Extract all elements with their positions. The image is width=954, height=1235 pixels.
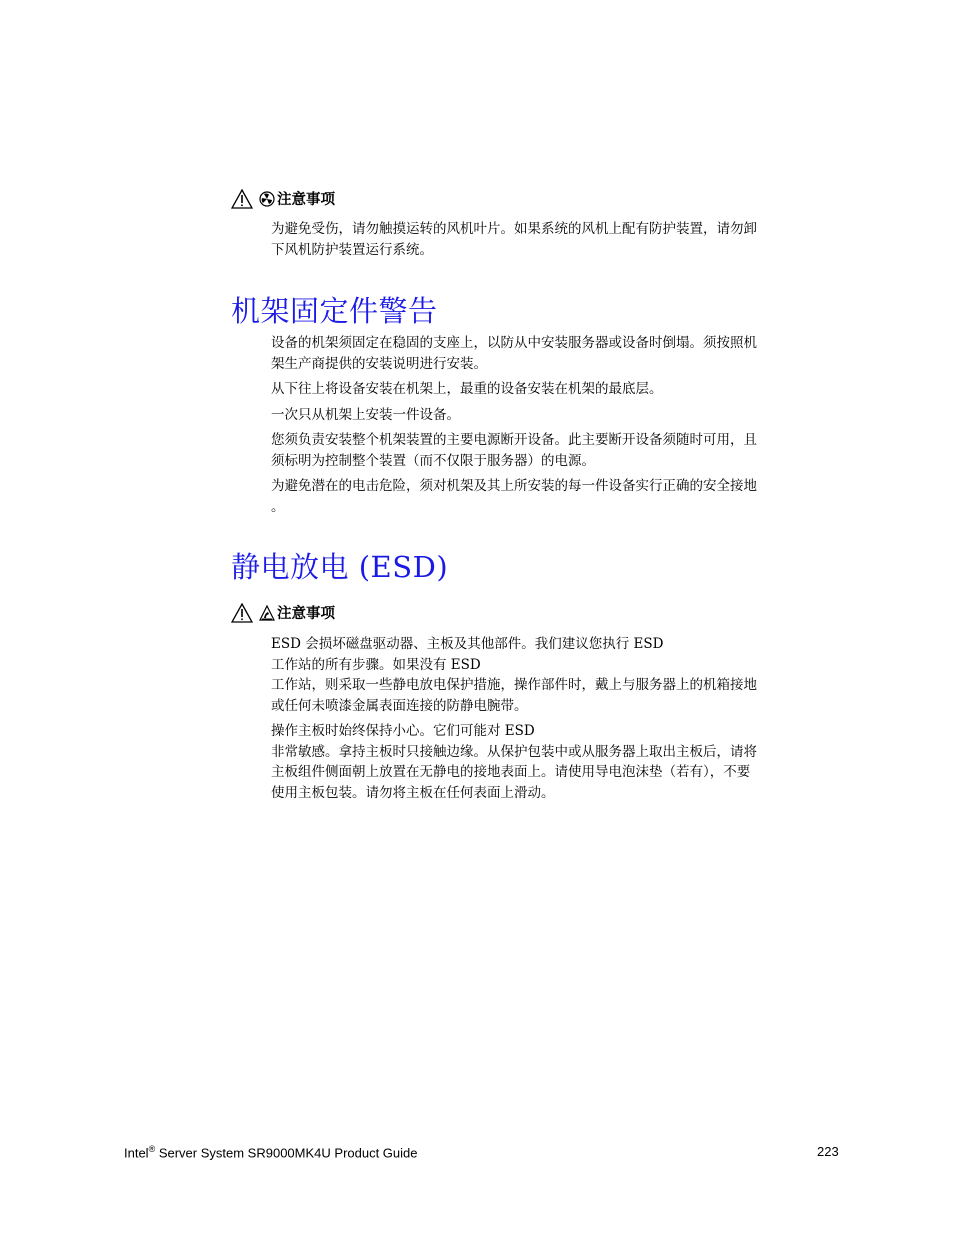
text-line: 架生产商提供的安装说明进行安装。 (271, 355, 487, 372)
caution-header-esd (231, 602, 335, 623)
text-line: 为避免潜在的电击危险，须对机架及其上所安装的每一件设备实行正确的安全接地 (271, 478, 757, 494)
text-line: 操作主板时始终保持小心。它们可能对 ESD (271, 723, 535, 739)
text-line: 。 (271, 498, 285, 515)
paragraph (271, 721, 829, 803)
text-line: 为避免受伤，请勿触摸运转的风机叶片。如果系统的风机上配有防护装置，请勿卸 (271, 221, 757, 237)
footer-text: Server System SR9000MK4U Product Guide (155, 1145, 418, 1161)
text-line: 工作站的所有步骤。如果没有 ESD (271, 656, 481, 673)
paragraph (271, 430, 829, 471)
caution-header-fan (231, 188, 335, 209)
text-line: 主板组件侧面朝上放置在无静电的接地表面上。请使用导电泡沫垫（若有），不要 (271, 764, 751, 780)
footer-brand: Intel (124, 1145, 149, 1161)
page-number: 223 (817, 1144, 839, 1159)
caution-title: 注意事项 (277, 605, 335, 622)
text-line: 从下往上将设备安装在机架上，最重的设备安装在机架的最底层。 (271, 381, 663, 397)
paragraph (271, 405, 829, 426)
text-line: ESD 会损坏磁盘驱动器、主板及其他部件。我们建议您执行 ESD (271, 636, 664, 652)
text-line: 须标明为控制整个装置（而不仅限于服务器）的电源。 (271, 452, 595, 469)
registered-mark: ® (148, 1144, 156, 1154)
paragraph (271, 379, 829, 400)
esd-hazard-icon (259, 605, 275, 621)
text-line: 使用主板包装。请勿将主板在任何表面上滑动。 (271, 784, 555, 801)
caution-title: 注意事项 (277, 191, 335, 208)
text-line: 下风机防护装置运行系统。 (271, 241, 433, 258)
rack-section-body (271, 333, 829, 522)
text-line: 非常敏感。拿持主板时只接触边缘。从保护包装中或从服务器上取出主板后，请将 (271, 743, 757, 760)
fan-hazard-icon (259, 191, 275, 207)
text-line: 或任何未喷漆金属表面连接的防静电腕带。 (271, 697, 528, 714)
caution-fan-text (271, 219, 829, 265)
text-line: 设备的机架须固定在稳固的支座上，以防从中安装服务器或设备时倒塌。须按照机 (271, 335, 757, 351)
text-line: 工作站，则采取一些静电放电保护措施，操作部件时，戴上与服务器上的机箱接地 (271, 677, 757, 693)
footer-title (124, 1144, 418, 1160)
section-title-esd: 静电放电 (ESD) (231, 550, 449, 584)
text-line: 您须负责安装整个机架装置的主要电源断开设备。此主要断开设备须随时可用，且 (271, 432, 757, 448)
paragraph (271, 333, 829, 374)
esd-section-body (271, 634, 829, 808)
text-line: 一次只从机架上安装一件设备。 (271, 406, 460, 423)
paragraph (271, 476, 829, 517)
warning-triangle-icon (231, 189, 253, 209)
paragraph (271, 634, 829, 716)
warning-triangle-icon (231, 603, 253, 623)
section-title-rack: 机架固定件警告 (231, 294, 438, 328)
